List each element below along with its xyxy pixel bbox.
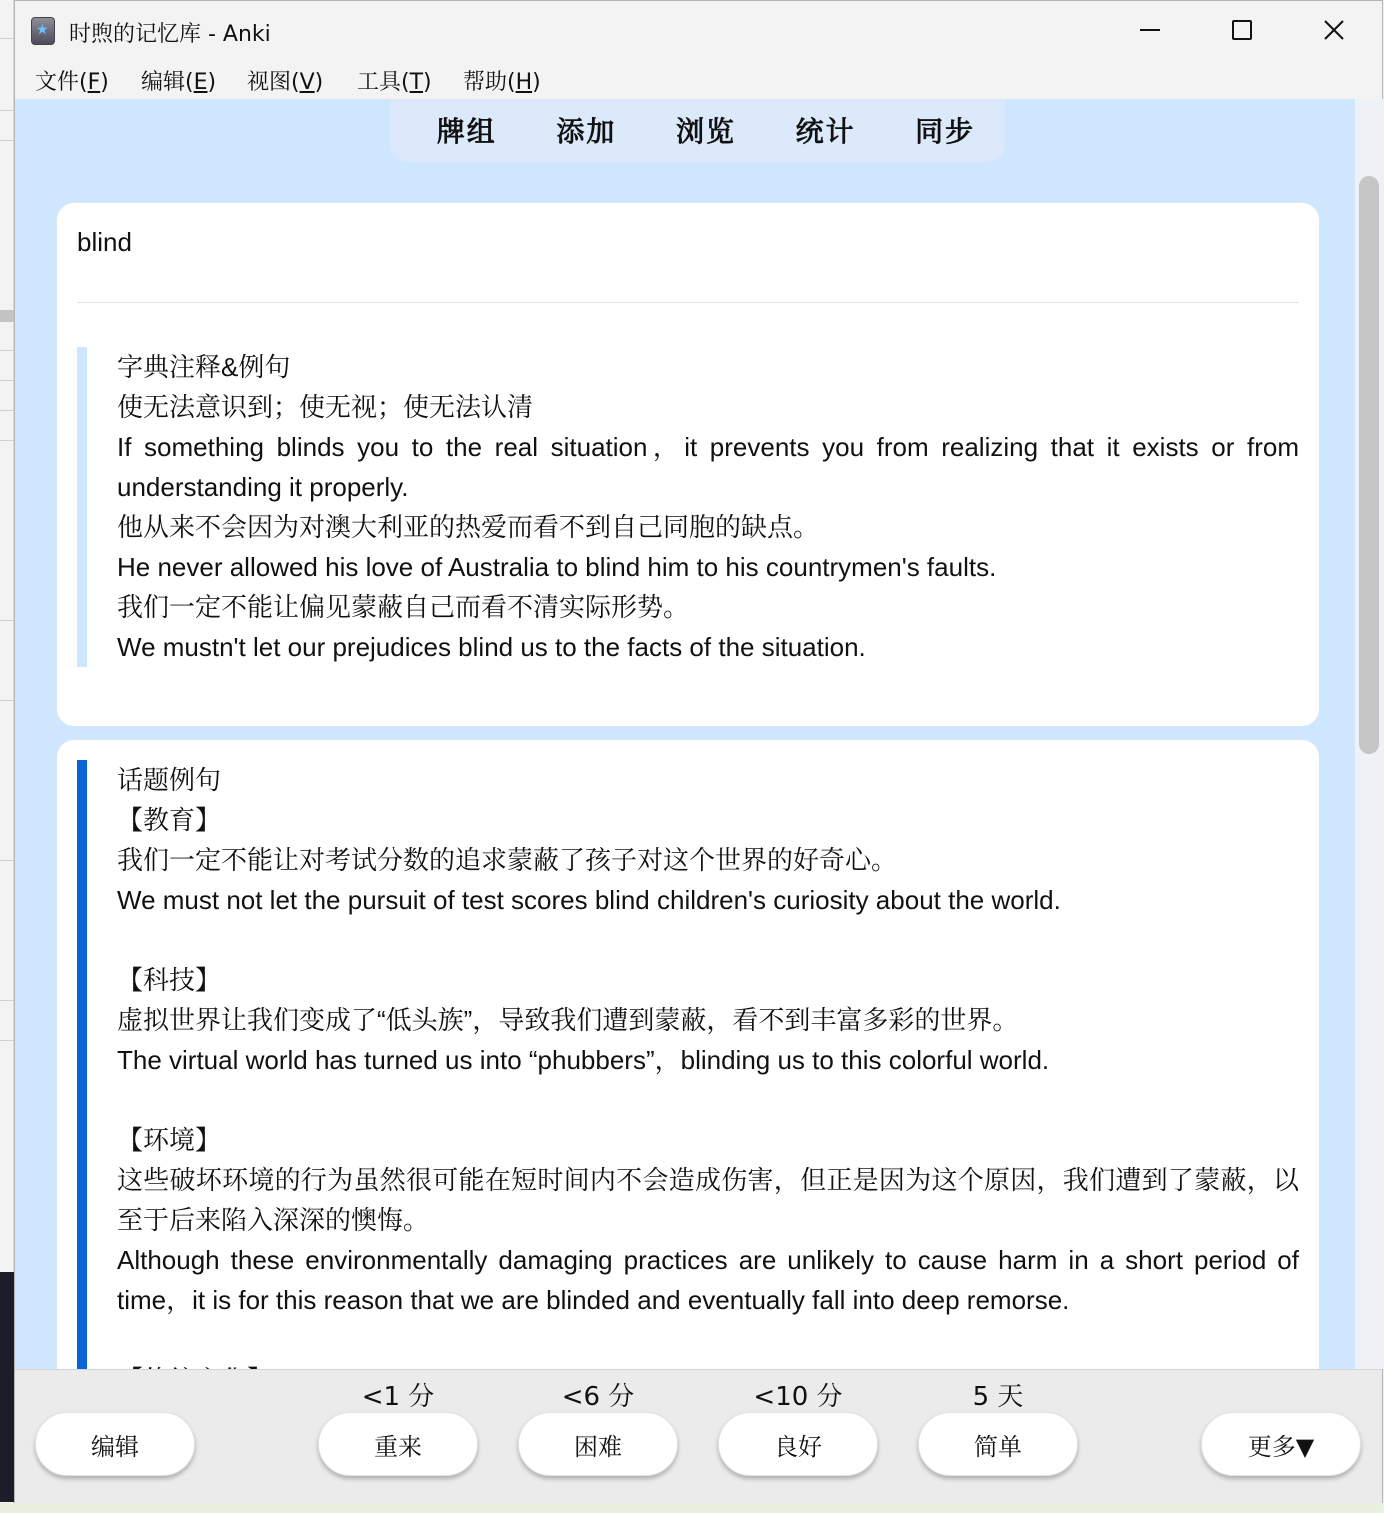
top-toolbar [390, 99, 1005, 162]
review-webview [15, 99, 1355, 1369]
maximize-icon [1231, 19, 1253, 41]
card-front [56, 202, 1320, 727]
hard-button[interactable]: 困难 [518, 1412, 678, 1476]
tab-browse[interactable]: 浏览 [675, 115, 736, 148]
close-button[interactable] [1288, 1, 1380, 59]
tab-add[interactable]: 添加 [556, 115, 617, 148]
example-zh: 他从来不会因为对澳大利亚的热爱而看不到自己同胞的缺点。 [117, 512, 820, 542]
anki-app-icon: ★ [31, 17, 55, 45]
again-button[interactable]: 重来 [318, 1412, 478, 1476]
topic-example-en: The virtual world has turned us into “phubbers”，blinding us to this colorful world. [117, 1045, 1050, 1075]
tab-stats[interactable]: 统计 [795, 115, 856, 148]
topic-tag: 【教育】 [117, 805, 222, 835]
window-title: 时煦的记忆库 - Anki [69, 22, 271, 47]
close-icon [1323, 19, 1345, 41]
card-word: blind [77, 227, 132, 257]
topic-example-zh: 我们一定不能让对考试分数的追求蒙蔽了孩子对这个世界的好奇心。 [117, 845, 898, 875]
menu-file[interactable]: 文件(F) [35, 70, 109, 95]
menu-view[interactable]: 视图(V) [247, 70, 324, 95]
minimize-icon [1139, 19, 1161, 41]
topic-tag: 【科技】 [117, 965, 222, 995]
answer-bar [15, 1369, 1382, 1504]
desktop-taskbar-edge [0, 1503, 1383, 1513]
card-divider [77, 302, 1299, 303]
topic-tag: 【环境】 [117, 1125, 222, 1155]
menu-help[interactable]: 帮助(H) [463, 70, 541, 95]
menu-tools[interactable]: 工具(T) [357, 70, 432, 95]
more-button[interactable]: 更多▼ [1201, 1412, 1361, 1476]
maximize-button[interactable] [1196, 1, 1288, 59]
desktop-background-left [0, 0, 14, 1513]
title-bar[interactable] [15, 1, 1382, 59]
interval-hard: <6 分 [561, 1382, 635, 1412]
topic-heading: 话题例句 [117, 765, 222, 795]
card-topic-examples [56, 739, 1320, 1439]
interval-again: <1 分 [361, 1382, 435, 1412]
topic-example-zh: 这些破坏环境的行为虽然很可能在短时间内不会造成伤害，但正是因为这个原因，我们遭到了蒙蔽，以至于后来陷入深深的懊悔。 [117, 1165, 1299, 1235]
interval-easy: 5 天 [972, 1382, 1024, 1412]
menu-edit[interactable]: 编辑(E) [141, 70, 217, 95]
minimize-button[interactable] [1104, 1, 1196, 59]
topic-examples-block [77, 760, 1299, 1400]
scrollbar-thumb[interactable] [1359, 176, 1379, 754]
easy-button[interactable]: 简单 [918, 1412, 1078, 1476]
example-en: He never allowed his love of Australia to blind him to his countrymen's faults. [117, 552, 997, 582]
definition-en: If something blinds you to the real situation，it prevents you from realizing that it exists or from understanding it properly. [117, 432, 1299, 502]
tab-sync[interactable]: 同步 [915, 115, 976, 148]
interval-good: <10 分 [753, 1382, 843, 1412]
topic-example-en: Although these environmentally damaging practices are unlikely to cause harm in a short period of time，it is for this reason that we are blinded and eventually fall into deep remorse. [117, 1245, 1299, 1315]
edit-button[interactable]: 编辑 [35, 1412, 195, 1476]
menu-bar [15, 59, 1382, 99]
topic-example-en: We must not let the pursuit of test scores blind children's curiosity about the world. [117, 885, 1061, 915]
anki-window [14, 0, 1383, 1503]
good-button[interactable]: 良好 [718, 1412, 878, 1476]
example-en: We mustn't let our prejudices blind us to the facts of the situation. [117, 632, 866, 662]
example-zh: 我们一定不能让偏见蒙蔽自己而看不清实际形势。 [117, 592, 690, 622]
topic-example-zh: 虚拟世界让我们变成了“低头族”，导致我们遭到蒙蔽，看不到丰富多彩的世界。 [117, 1005, 1019, 1035]
tab-decks[interactable]: 牌组 [436, 115, 497, 148]
dictionary-block [77, 347, 1299, 667]
definition-zh: 使无法意识到；使无视；使无法认清 [117, 392, 534, 422]
dictionary-heading: 字典注释&例句 [117, 352, 291, 382]
